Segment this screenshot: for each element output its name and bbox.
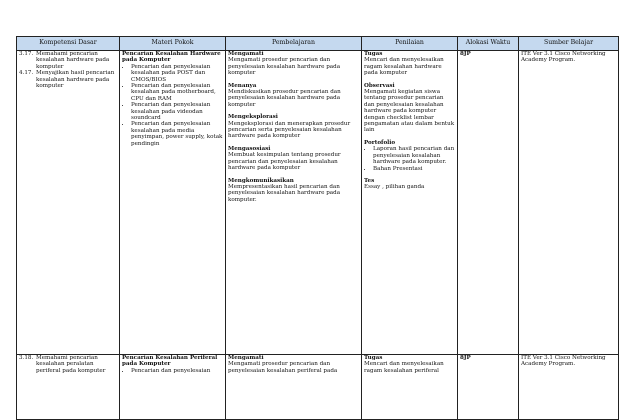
- pembelajaran-body: Mengamati prosedur pencarian dan penyelesaian kesalahan periferal pada: [228, 361, 338, 374]
- observasi-head: Observasi: [364, 82, 395, 89]
- list-item: • Bahan Presentasi: [373, 166, 455, 172]
- pembelajaran-head: Menanya: [228, 82, 257, 89]
- kd-item: 3.18. Memahami pencarian kesalahan peralatan periferal pada komputer: [19, 355, 106, 374]
- header-sumber-belajar: Sumber Belajar: [519, 37, 619, 51]
- pembelajaran-body: Membuat kesimpulan tentang prosedur pencarian dan penyelesaian kesalahan hardware pada komputer: [228, 152, 341, 172]
- syllabus-table: [16, 36, 619, 420]
- materi-list: [122, 64, 223, 147]
- cell-pembelajaran: [226, 51, 362, 355]
- tes-body: Essay , pilihan ganda: [364, 184, 425, 191]
- tugas-head: Tugas: [364, 51, 383, 57]
- list-item: • Laporan hasil pencarian dan penyelesaian kesalahan hardware pada komputer.: [373, 146, 455, 165]
- portofolio-head: Portofolio: [364, 139, 396, 146]
- pembelajaran-body: Mendiskusikan prosedur pencarian dan penyelesaian kesalahan hardware pada komputer: [228, 89, 341, 108]
- pembelajaran-head: Mengeksplorasi: [228, 114, 278, 121]
- cell-alokasi-waktu: 8JP: [458, 355, 519, 420]
- portofolio-list: [364, 146, 455, 172]
- cell-kompetensi-dasar: [17, 355, 120, 420]
- cell-kompetensi-dasar: [17, 51, 120, 355]
- pembelajaran-body: Mengamati prosedur pencarian dan penyelesaian kesalahan hardware pada komputer: [228, 57, 341, 77]
- tugas-body: Mencari dan menyelesaikan ragam kesalahan periferal: [364, 361, 444, 374]
- tugas-head: Tugas: [364, 355, 383, 361]
- cell-alokasi-waktu: 8JP: [458, 51, 519, 355]
- observasi-body: Mengamati kegiatan siswa tentang prosedur pencarian dan penyelesaian kesalahan hardware pada komputer dengan checklist lembar pengamatan atau dalam bentuk lain: [364, 89, 455, 134]
- pembelajaran-head: Mengamati: [228, 51, 264, 57]
- pembelajaran-head: Mengamati: [228, 355, 264, 361]
- pembelajaran-head: Mengkomunikasikan: [228, 177, 294, 184]
- pembelajaran-body: Mempresentasikan hasil pencarian dan penyelesaian kesalahan hardware pada komputer.: [228, 183, 341, 203]
- cell-materi-pokok: [120, 51, 226, 355]
- materi-title: Pencarian Kesalahan Periferal pada Komputer: [122, 355, 218, 368]
- tes-head: Tes: [364, 177, 375, 184]
- pembelajaran-head: Mengasosiasi: [228, 145, 271, 152]
- cell-materi-pokok: [120, 355, 226, 420]
- kd-item: 3.17. Memahami pencarian kesalahan hardware pada komputer: [19, 51, 110, 70]
- header-alokasi-waktu: Alokasi Waktu: [458, 37, 519, 51]
- list-item: • Pencarian dan penyelesaian kesalahan pada videodan soundcard: [131, 102, 223, 121]
- syllabus-document: [16, 36, 618, 420]
- cell-sumber-belajar: ITE Ver 3.1 Cisco Networking Academy Program.: [519, 355, 619, 420]
- cell-pembelajaran: [226, 355, 362, 420]
- cell-penilaian: [362, 355, 458, 420]
- materi-title: Pencarian Kesalahan Hardware pada Komputer: [122, 51, 221, 64]
- tugas-body: Mencari dan menyelesaikan ragam kesalahan hardware pada komputer: [364, 57, 444, 77]
- kd-item: 4.17. Menyajikan hasil pencarian kesalahan hardware pada komputer: [19, 70, 115, 90]
- header-pembelajaran: Pembelajaran: [226, 37, 362, 51]
- pembelajaran-body: Mengeksplorasi dan menerapkan prosedur pencarian serta penyelesaian kesalahan hardware pada komputer: [228, 120, 351, 140]
- table-row: [17, 51, 619, 355]
- table-header-row: [17, 37, 619, 51]
- materi-list: [122, 368, 223, 374]
- cell-sumber-belajar: ITE Ver 3.1 Cisco Networking Academy Program.: [519, 51, 619, 355]
- list-item: • Pencarian dan penyelesaian: [131, 368, 223, 374]
- header-materi-pokok: Materi Pokok: [120, 37, 226, 51]
- list-item: • Pencarian dan penyelesaian kesalahan pada motherboard, CPU dan RAM: [131, 83, 223, 102]
- cell-penilaian: [362, 51, 458, 355]
- list-item: • Pencarian dan penyelesaian kesalahan pada media penyimpan, power supply, kotak pendingin: [131, 121, 223, 147]
- header-penilaian: Penilaian: [362, 37, 458, 51]
- header-kompetensi-dasar: Kompetensi Dasar: [17, 37, 120, 51]
- list-item: • Pencarian dan penyelesaian kesalahan pada POST dan CMOS/BIOS: [131, 64, 223, 83]
- table-row: [17, 355, 619, 420]
